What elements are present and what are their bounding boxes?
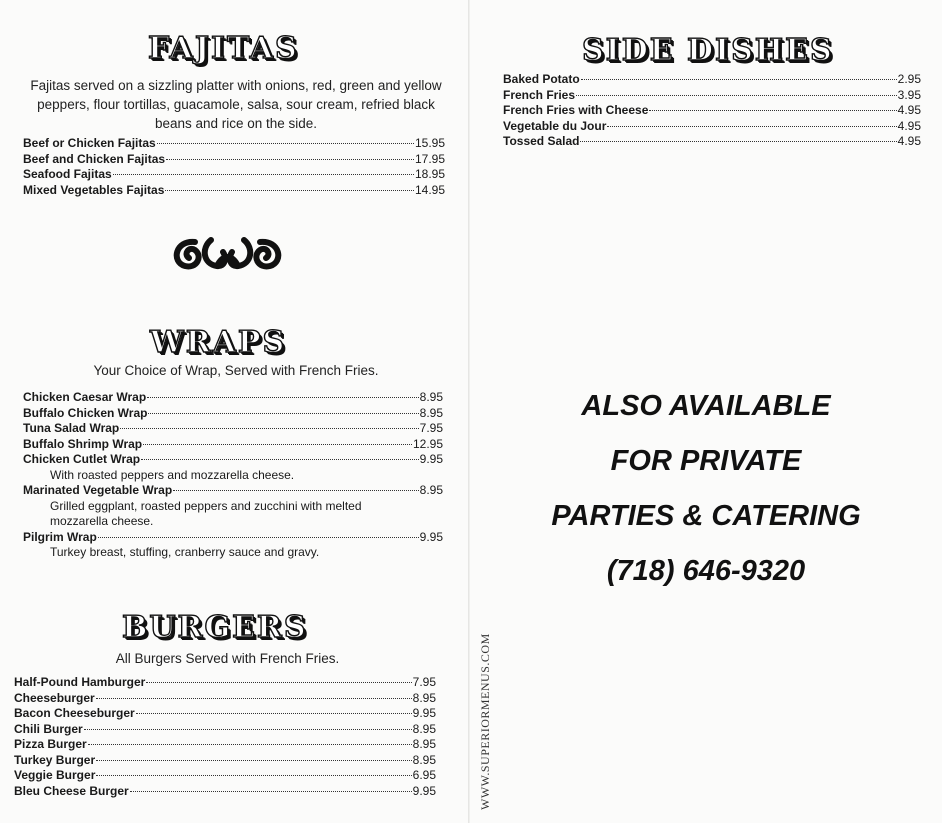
menu-item-name: Veggie Burger: [14, 768, 96, 782]
menu-item-price: 15.95: [414, 136, 445, 150]
menu-item: [503, 134, 921, 150]
menu-item: [23, 530, 443, 546]
menu-item-description: Grilled eggplant, roasted peppers and zucchini with melted mozzarella cheese.: [50, 498, 362, 528]
menu-item: [23, 437, 443, 453]
dot-leader: [130, 791, 412, 792]
menu-item-price: 9.95: [419, 452, 443, 466]
menu-item: [503, 119, 921, 135]
burgers-list: [14, 675, 436, 799]
menu-item-price: 8.95: [412, 752, 436, 767]
menu-item-name: Beef and Chicken Fajitas: [23, 151, 166, 166]
menu-item: [23, 152, 445, 168]
menu-item: [14, 784, 436, 800]
menu-item: [14, 753, 436, 769]
dot-leader: [576, 95, 897, 96]
dot-leader: [96, 760, 412, 761]
menu-item-price: 8.95: [412, 737, 436, 751]
dot-leader: [141, 459, 419, 460]
dot-leader: [136, 713, 412, 714]
dot-leader: [96, 698, 412, 699]
menu-item-price: 4.95: [897, 134, 921, 148]
menu-item: [503, 88, 921, 104]
wraps-title: WRAPS: [150, 325, 287, 360]
dot-leader: [84, 729, 412, 730]
side-dishes-list: [503, 72, 921, 150]
dot-leader: [98, 537, 419, 538]
dot-leader: [607, 126, 896, 127]
menu-item: [23, 406, 443, 422]
scroll-ornament-icon: [165, 232, 290, 276]
menu-item-price: 7.95: [419, 421, 443, 435]
dot-leader: [147, 397, 418, 398]
menu-item-name: Chili Burger: [14, 721, 83, 736]
menu-item-name: Chicken Cutlet Wrap: [23, 452, 141, 466]
menu-item-name: Mixed Vegetables Fajitas: [23, 182, 165, 197]
menu-item-price: 9.95: [412, 706, 436, 720]
menu-item-name: Tuna Salad Wrap: [23, 421, 120, 435]
menu-item-price: 8.95: [419, 483, 443, 497]
menu-item-name: Baked Potato: [503, 72, 580, 86]
menu-item-description: With roasted peppers and mozzarella cheese.: [50, 467, 295, 482]
dot-leader: [96, 775, 411, 776]
menu-item: [23, 452, 443, 468]
menu-item-name: Seafood Fajitas: [23, 167, 112, 181]
wraps-description: Your Choice of Wrap, Served with French Fries.: [93, 363, 379, 378]
promo-line-1: ALSO AVAILABLE: [581, 390, 831, 422]
menu-item-price: 4.95: [897, 118, 921, 133]
menu-item-name: French Fries with Cheese: [503, 103, 649, 117]
dot-leader: [649, 110, 896, 111]
menu-item-price: 3.95: [897, 87, 921, 102]
fajitas-description: Fajitas served on a sizzling platter with onions, red, green and yellow peppers, flour tortillas, guacamole, salsa, sour cream, refried black beans and rice on the side.: [30, 78, 442, 131]
menu-item-price: 12.95: [412, 436, 443, 451]
dot-leader: [166, 159, 414, 160]
menu-item-price: 9.95: [419, 529, 443, 544]
promo-line-2: FOR PRIVATE: [610, 445, 802, 477]
menu-item-price: 2.95: [897, 72, 921, 86]
dot-leader: [165, 190, 414, 191]
promo-line-3: PARTIES & CATERING: [551, 500, 861, 532]
dot-leader: [113, 174, 414, 175]
menu-item-name: Pilgrim Wrap: [23, 529, 97, 544]
menu-item-name: Marinated Vegetable Wrap: [23, 483, 173, 497]
dot-leader: [148, 413, 418, 414]
menu-item-price: 8.95: [419, 405, 443, 420]
menu-item-name: Buffalo Shrimp Wrap: [23, 436, 143, 451]
menu-item: [23, 183, 445, 199]
menu-item: [14, 675, 436, 691]
menu-item-name: Tossed Salad: [503, 134, 580, 148]
dot-leader: [157, 143, 414, 144]
side-dishes-title: SIDE DISHES: [582, 33, 834, 68]
menu-item-price: 7.95: [412, 675, 436, 689]
dot-leader: [580, 141, 896, 142]
menu-item: [14, 722, 436, 738]
dot-leader: [581, 79, 897, 80]
fajitas-title: FAJITAS: [148, 31, 299, 66]
dot-leader: [173, 490, 418, 491]
fajitas-list: [23, 136, 445, 198]
menu-item: [14, 706, 436, 722]
menu-item: [503, 103, 921, 119]
menu-item: [23, 421, 443, 437]
dot-leader: [120, 428, 418, 429]
menu-item-price: 6.95: [412, 768, 436, 782]
menu-item-name: Turkey Burger: [14, 752, 96, 767]
menu-item: [14, 768, 436, 784]
menu-item-name: Bacon Cheeseburger: [14, 706, 135, 720]
menu-item: [14, 691, 436, 707]
promo-phone: (718) 646-9320: [606, 555, 806, 587]
menu-item: [23, 483, 443, 499]
burgers-description: All Burgers Served with French Fries.: [115, 651, 340, 666]
dot-leader: [143, 444, 412, 445]
burgers-title: BURGERS: [122, 610, 308, 645]
menu-item: [23, 136, 445, 152]
menu-item-price: 8.95: [412, 721, 436, 736]
menu-item-name: Beef or Chicken Fajitas: [23, 136, 156, 150]
website-text: WWW.SUPERIORMENUS.COM: [478, 633, 492, 810]
menu-item-price: 14.95: [414, 182, 445, 197]
menu-item: [23, 167, 445, 183]
menu-item: [503, 72, 921, 88]
menu-item-name: Chicken Caesar Wrap: [23, 390, 147, 404]
dot-leader: [88, 744, 412, 745]
menu-item-name: Cheeseburger: [14, 690, 95, 705]
menu-item-name: Half-Pound Hamburger: [14, 675, 146, 689]
menu-item-price: 8.95: [419, 390, 443, 404]
menu-item-description: Turkey breast, stuffing, cranberry sauce and gravy.: [50, 545, 320, 559]
menu-item-name: Pizza Burger: [14, 737, 87, 751]
menu-item-name: Vegetable du Jour: [503, 118, 607, 133]
menu-item-name: Buffalo Chicken Wrap: [23, 405, 148, 420]
menu-item-price: 18.95: [414, 167, 445, 181]
menu-item: [14, 737, 436, 753]
menu-item-price: 4.95: [897, 103, 921, 117]
wraps-list: [23, 390, 443, 561]
menu-item-price: 17.95: [414, 151, 445, 166]
menu-item: [23, 390, 443, 406]
dot-leader: [146, 682, 411, 683]
menu-item-price: 9.95: [412, 783, 436, 798]
menu-item-name: Bleu Cheese Burger: [14, 783, 129, 798]
menu-item-name: French Fries: [503, 87, 576, 102]
menu-item-price: 8.95: [412, 690, 436, 705]
